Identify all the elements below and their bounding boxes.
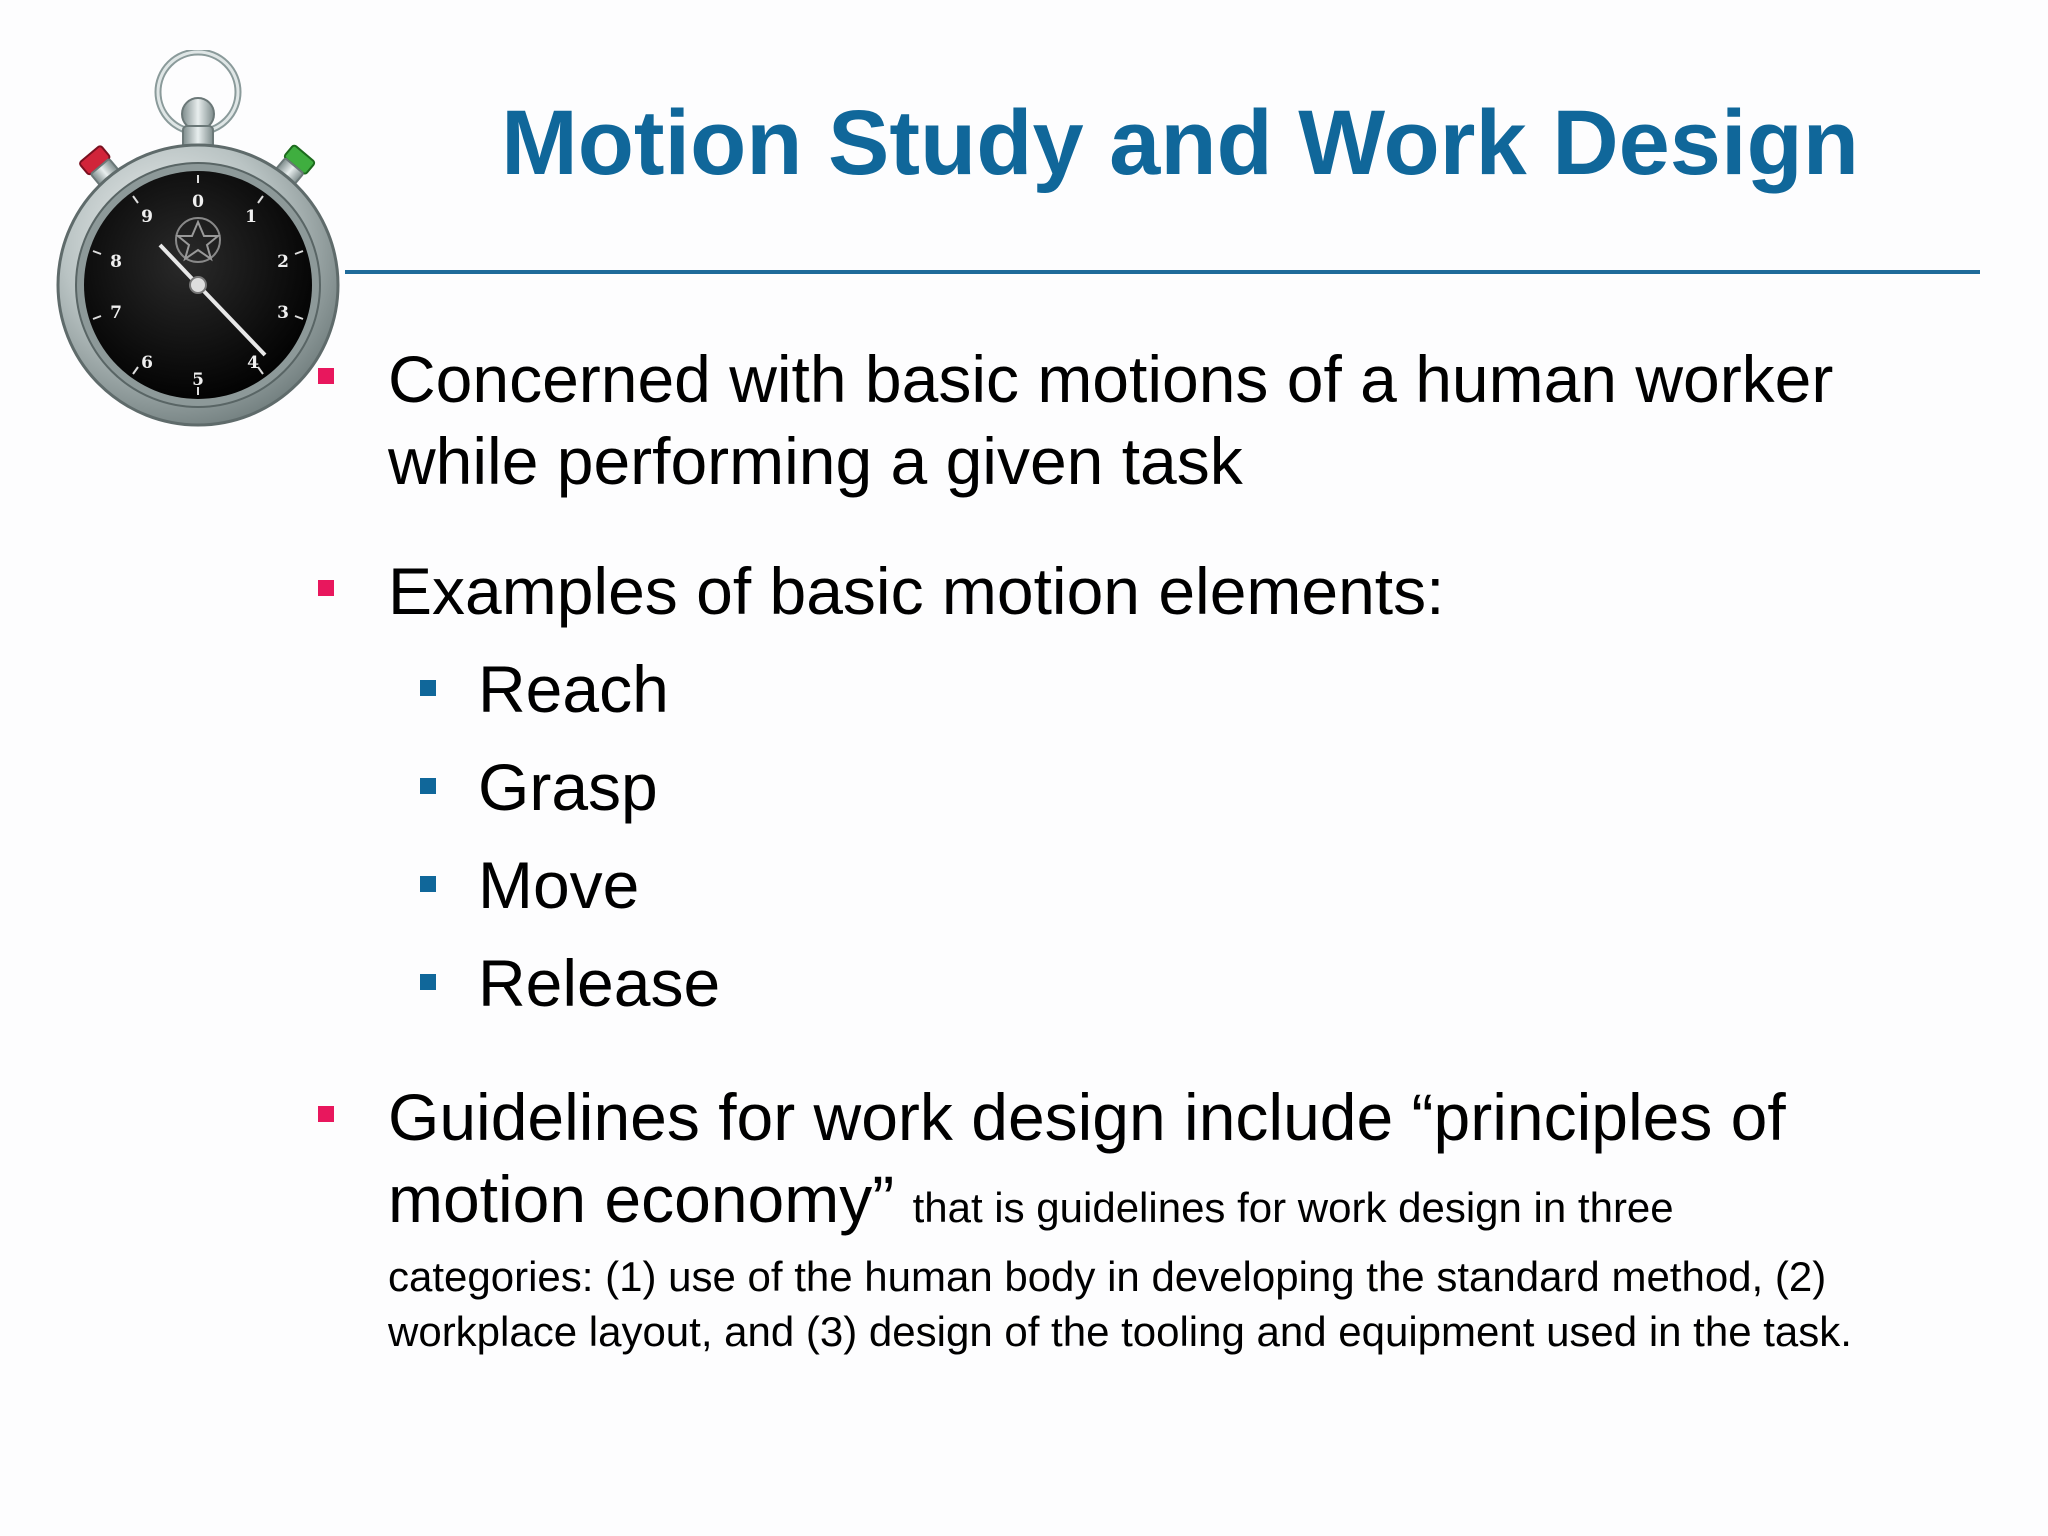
sub-bullet-text: Grasp [478,750,658,824]
square-bullet-icon [420,974,436,990]
dial-number: 8 [110,252,122,272]
bullet-text: Examples of basic motion elements: [388,554,1445,628]
sub-bullet-text: Move [478,848,640,922]
dial-number: 3 [277,303,289,323]
dial-number: 2 [277,252,289,272]
dial-number: 0 [192,192,204,212]
dial-number: 6 [141,353,153,373]
stopwatch-icon [55,50,355,430]
bullet-text-small-inline: that is guidelines for work design in three [912,1184,1674,1231]
sub-bullet-text: Release [478,946,721,1020]
square-bullet-icon [318,1106,334,1122]
bullet-text: Concerned with basic motions of a human worker while performing a given task [388,342,1834,498]
square-bullet-icon [420,778,436,794]
bullet-text [388,1076,1968,1359]
dial-number: 1 [245,207,257,227]
title-divider [345,270,1980,274]
square-bullet-icon [318,368,334,384]
square-bullet-icon [318,580,334,596]
bullet-text-small: categories: (1) use of the human body in developing the standard method, (2) workplace layout, and (3) design of the tooling and equipment used in the task. [388,1253,1852,1355]
dial-number: 9 [141,207,153,227]
bullet-text-large: Guidelines for work design include “principles of motion economy” [388,1080,1786,1236]
slide-title: Motion Study and Work Design [501,92,1859,194]
dial-number: 5 [192,370,204,390]
square-bullet-icon [420,680,436,696]
dial-number: 7 [110,303,122,323]
dial-number: 4 [247,353,259,373]
square-bullet-icon [420,876,436,892]
sub-bullet-text: Reach [478,652,669,726]
